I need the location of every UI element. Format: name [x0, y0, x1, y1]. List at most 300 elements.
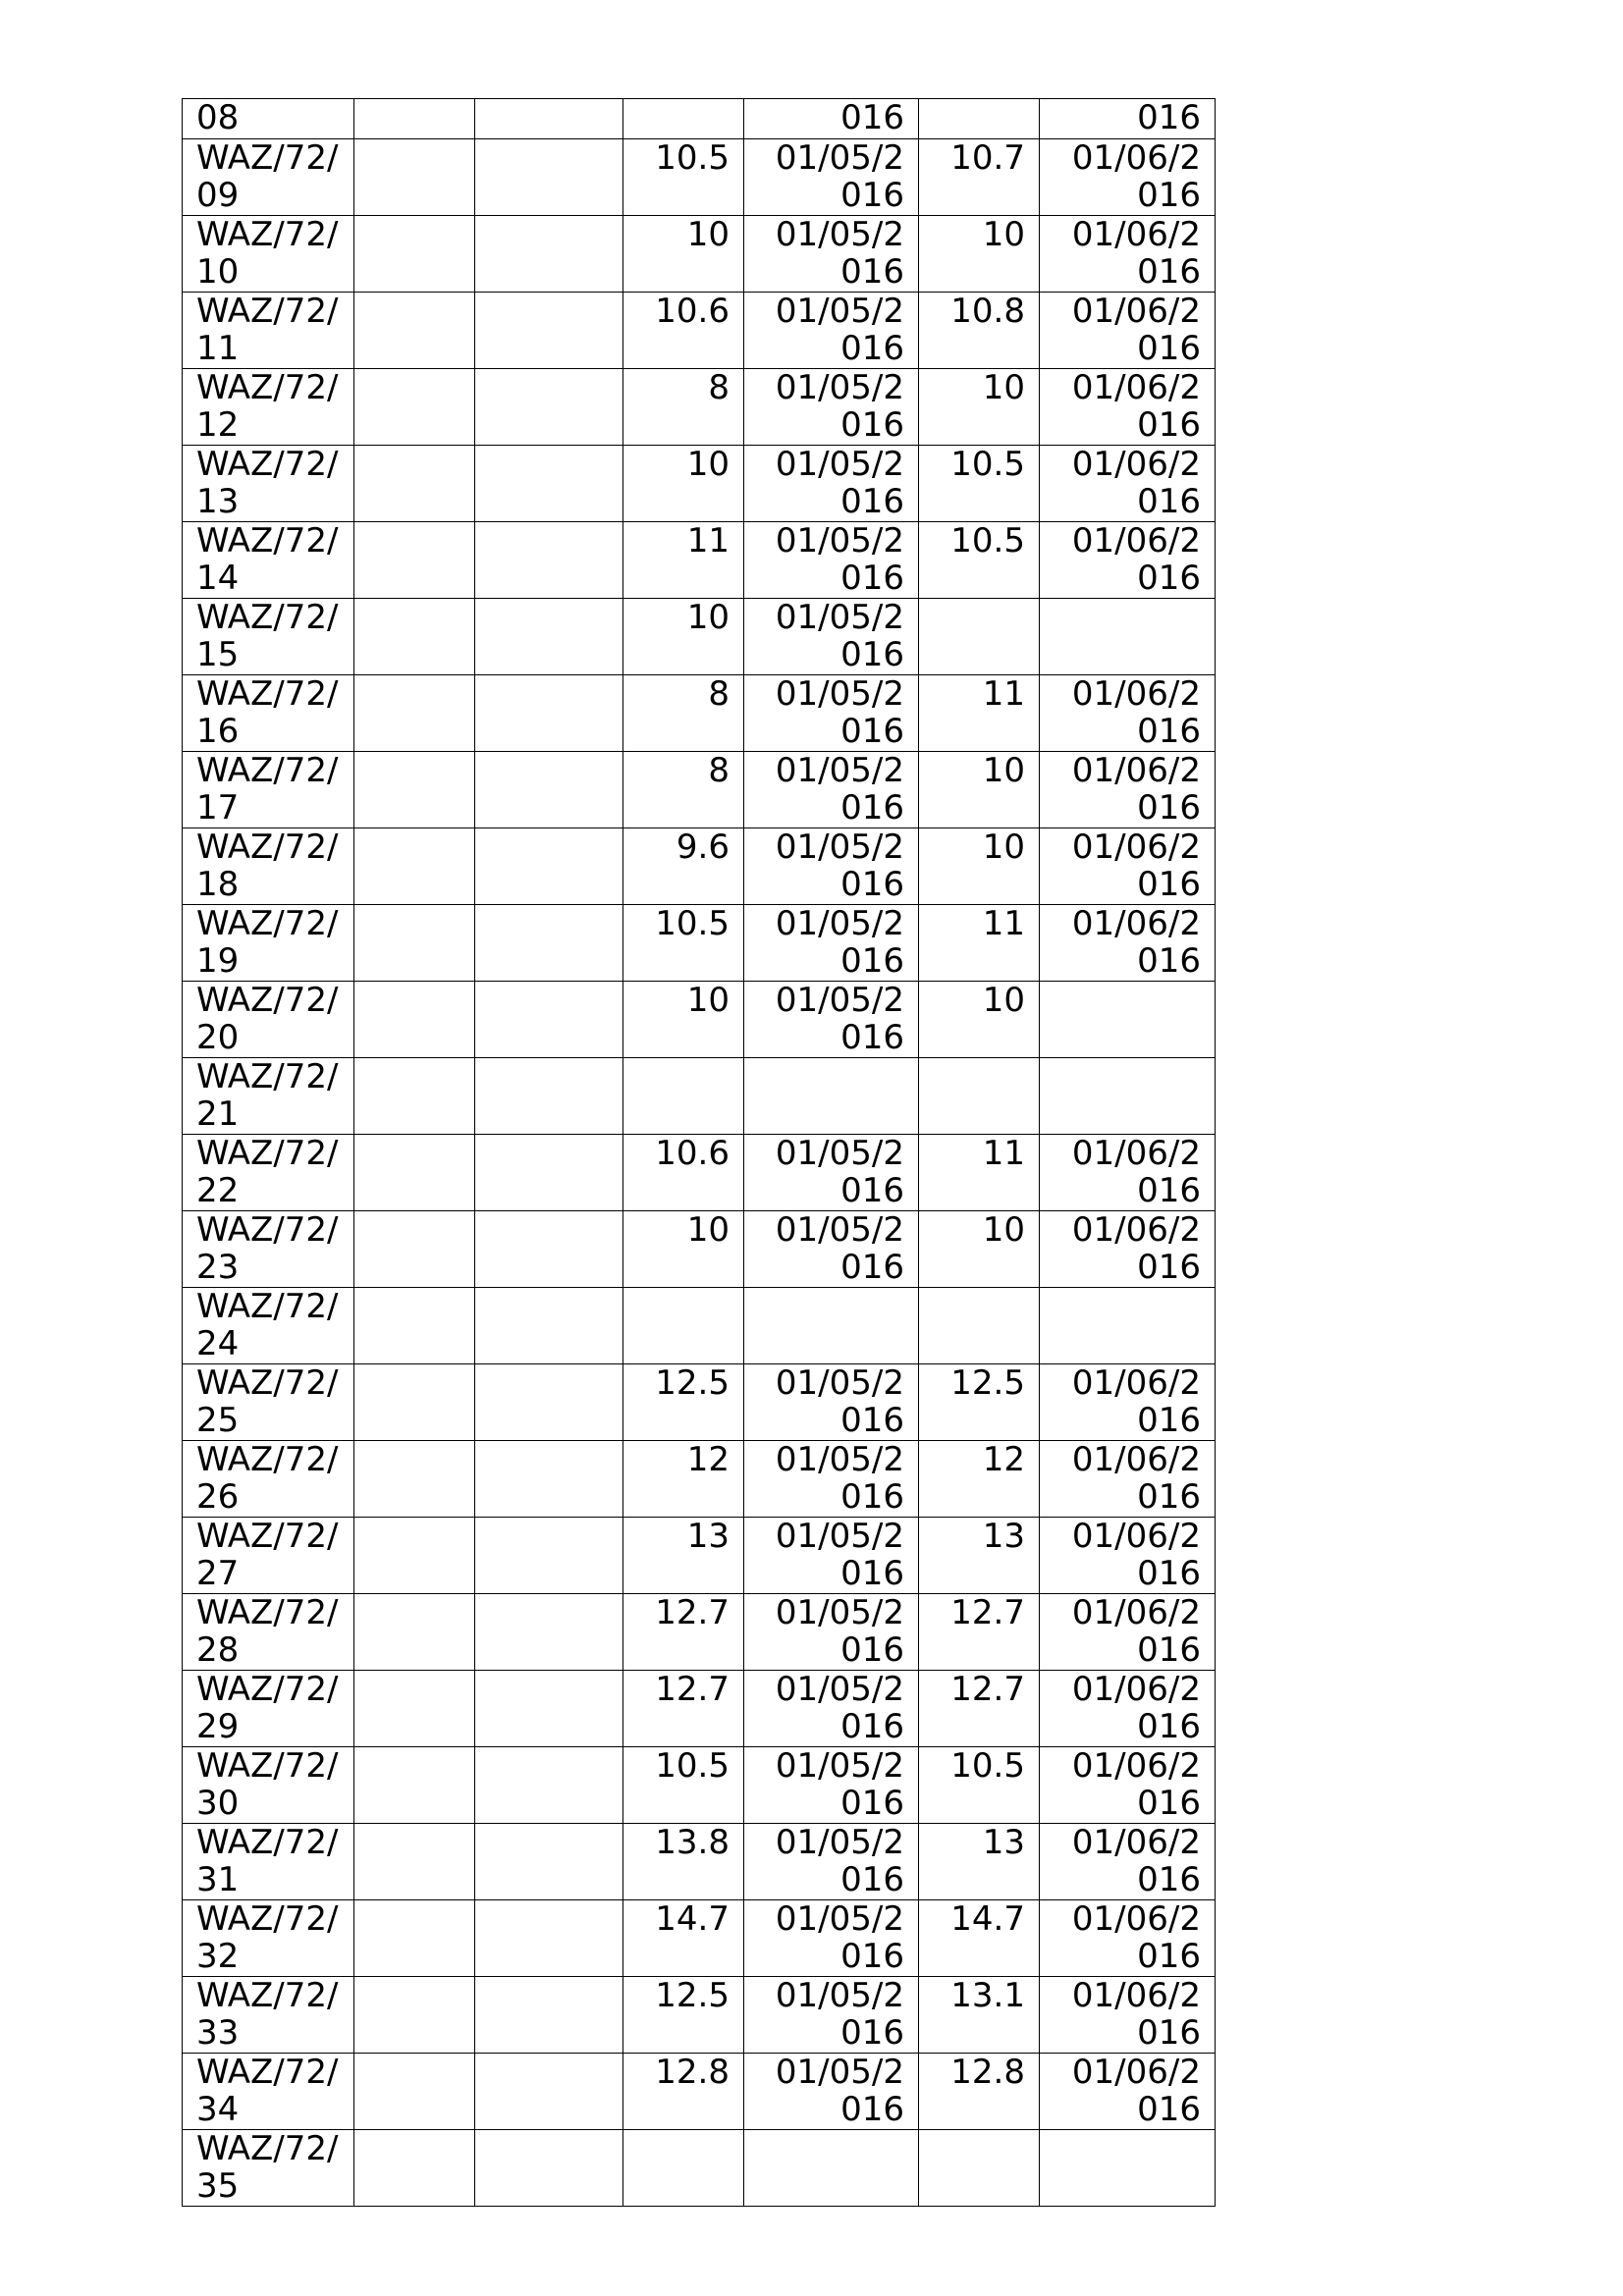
date-1-cell [744, 139, 919, 216]
value-1-cell: 10.6 [623, 293, 744, 369]
id-cell [183, 446, 354, 522]
id-line: WAZ/72/ [196, 1287, 339, 1326]
date-1-cell [744, 446, 919, 522]
table-row [183, 828, 1216, 905]
date-1-cell [744, 99, 919, 139]
blank-cell-2 [475, 216, 623, 293]
value-2-cell [919, 99, 1040, 139]
blank-cell-1 [354, 1441, 475, 1518]
id-line: WAZ/72/ [196, 598, 339, 637]
blank-cell-2 [475, 905, 623, 982]
value-2-cell: 10 [919, 828, 1040, 905]
date-1-line: 01/05/2 [775, 904, 904, 943]
blank-cell-1 [354, 522, 475, 599]
id-cell [183, 1518, 354, 1594]
blank-cell-1 [354, 599, 475, 675]
table-body [183, 99, 1216, 2207]
date-1-cell [744, 1518, 919, 1594]
blank-cell-1 [354, 982, 475, 1058]
date-2-line: 016 [1137, 1937, 1201, 1976]
date-1-cell [744, 1900, 919, 1977]
value-2-cell: 10.5 [919, 522, 1040, 599]
value-2-cell: 13 [919, 1824, 1040, 1900]
table-row [183, 1135, 1216, 1211]
date-1-line: 016 [840, 1784, 904, 1823]
date-1-line: 016 [840, 941, 904, 981]
table-row [183, 1058, 1216, 1135]
id-line: WAZ/72/ [196, 828, 339, 867]
id-cell [183, 1671, 354, 1747]
date-2-line: 016 [1137, 941, 1201, 981]
id-line: 24 [196, 1324, 240, 1363]
id-cell [183, 139, 354, 216]
date-1-line: 016 [840, 1554, 904, 1593]
date-1-line: 01/05/2 [775, 751, 904, 790]
date-1-line: 016 [840, 329, 904, 368]
table-row [183, 1747, 1216, 1824]
data-table [182, 98, 1216, 2207]
date-2-cell [1040, 1364, 1216, 1441]
blank-cell-1 [354, 369, 475, 446]
blank-cell-1 [354, 139, 475, 216]
blank-cell-1 [354, 1518, 475, 1594]
blank-cell-1 [354, 446, 475, 522]
date-2-line: 016 [1137, 1707, 1201, 1746]
id-line: WAZ/72/ [196, 674, 339, 714]
date-1-line: 016 [840, 1477, 904, 1517]
blank-cell-1 [354, 905, 475, 982]
date-1-line: 01/05/2 [775, 215, 904, 254]
value-1-cell: 11 [623, 522, 744, 599]
date-1-line: 016 [840, 1018, 904, 1057]
date-2-cell [1040, 369, 1216, 446]
date-1-line: 01/05/2 [775, 1440, 904, 1479]
date-2-cell [1040, 1135, 1216, 1211]
blank-cell-2 [475, 369, 623, 446]
date-1-line: 016 [840, 1171, 904, 1210]
id-line: WAZ/72/ [196, 138, 339, 178]
date-1-line: 01/05/2 [775, 981, 904, 1020]
id-cell [183, 2130, 354, 2207]
date-2-line: 016 [1137, 1171, 1201, 1210]
date-2-cell [1040, 1058, 1216, 1135]
id-line: WAZ/72/ [196, 1976, 339, 2015]
date-1-line: 016 [840, 176, 904, 215]
date-1-cell [744, 1977, 919, 2054]
blank-cell-2 [475, 752, 623, 828]
date-2-line: 01/06/2 [1071, 138, 1201, 178]
date-1-line: 016 [840, 2090, 904, 2129]
date-1-cell [744, 293, 919, 369]
blank-cell-1 [354, 1594, 475, 1671]
value-1-cell: 14.7 [623, 1900, 744, 1977]
id-line: 17 [196, 788, 240, 828]
date-2-cell [1040, 1518, 1216, 1594]
id-cell [183, 675, 354, 752]
table-row [183, 446, 1216, 522]
date-2-cell [1040, 1977, 1216, 2054]
blank-cell-2 [475, 982, 623, 1058]
blank-cell-2 [475, 599, 623, 675]
blank-cell-1 [354, 1058, 475, 1135]
value-1-cell: 12.8 [623, 2054, 744, 2130]
date-1-line: 016 [840, 865, 904, 904]
table-row [183, 369, 1216, 446]
date-2-line: 016 [1137, 2013, 1201, 2053]
date-1-line: 01/05/2 [775, 521, 904, 561]
value-1-cell: 10 [623, 1211, 744, 1288]
blank-cell-2 [475, 1518, 623, 1594]
blank-cell-1 [354, 2130, 475, 2207]
id-cell [183, 216, 354, 293]
table-row [183, 1441, 1216, 1518]
table-row [183, 216, 1216, 293]
id-cell [183, 522, 354, 599]
date-2-line: 016 [1137, 1630, 1201, 1670]
date-2-cell [1040, 293, 1216, 369]
date-1-line: 01/05/2 [775, 1746, 904, 1786]
id-line: 22 [196, 1171, 240, 1210]
value-1-cell: 10.5 [623, 905, 744, 982]
date-1-cell [744, 2054, 919, 2130]
id-cell [183, 1977, 354, 2054]
date-1-line: 016 [840, 1860, 904, 1899]
date-2-line: 016 [1137, 712, 1201, 751]
blank-cell-2 [475, 1747, 623, 1824]
blank-cell-2 [475, 1364, 623, 1441]
blank-cell-1 [354, 1900, 475, 1977]
date-2-cell [1040, 1288, 1216, 1364]
value-1-cell [623, 1058, 744, 1135]
id-line: WAZ/72/ [196, 1134, 339, 1173]
id-line: 08 [196, 98, 240, 137]
date-2-cell [1040, 1824, 1216, 1900]
date-1-cell [744, 2130, 919, 2207]
date-1-cell [744, 522, 919, 599]
date-1-line: 016 [840, 482, 904, 521]
date-2-cell [1040, 1594, 1216, 1671]
date-2-cell [1040, 2054, 1216, 2130]
id-cell [183, 1364, 354, 1441]
table-row [183, 1211, 1216, 1288]
date-2-line: 01/06/2 [1071, 828, 1201, 867]
blank-cell-1 [354, 99, 475, 139]
date-2-line: 01/06/2 [1071, 1899, 1201, 1939]
table-row [183, 982, 1216, 1058]
date-1-line: 01/05/2 [775, 598, 904, 637]
date-2-line: 016 [1137, 329, 1201, 368]
date-1-cell [744, 675, 919, 752]
date-2-line: 016 [1137, 98, 1201, 137]
date-1-line: 01/05/2 [775, 1210, 904, 1250]
value-2-cell [919, 599, 1040, 675]
date-2-cell [1040, 216, 1216, 293]
id-line: 32 [196, 1937, 240, 1976]
id-line: WAZ/72/ [196, 1593, 339, 1632]
date-2-line: 016 [1137, 865, 1201, 904]
value-2-cell: 10 [919, 1211, 1040, 1288]
value-2-cell [919, 1058, 1040, 1135]
id-line: WAZ/72/ [196, 2129, 339, 2168]
date-1-line: 016 [840, 98, 904, 137]
date-2-cell [1040, 139, 1216, 216]
id-line: 34 [196, 2090, 240, 2129]
date-2-cell [1040, 1900, 1216, 1977]
date-1-line: 01/05/2 [775, 1899, 904, 1939]
value-1-cell: 12.5 [623, 1977, 744, 2054]
table-row [183, 1288, 1216, 1364]
date-1-line: 01/05/2 [775, 2053, 904, 2092]
value-2-cell: 10.7 [919, 139, 1040, 216]
blank-cell-1 [354, 1211, 475, 1288]
date-1-line: 016 [840, 1401, 904, 1440]
date-1-cell [744, 1594, 919, 1671]
date-1-line: 01/05/2 [775, 828, 904, 867]
value-1-cell: 8 [623, 752, 744, 828]
id-line: WAZ/72/ [196, 2053, 339, 2092]
value-2-cell: 10 [919, 216, 1040, 293]
value-2-cell: 11 [919, 675, 1040, 752]
table-row [183, 293, 1216, 369]
blank-cell-2 [475, 522, 623, 599]
id-cell [183, 1058, 354, 1135]
date-2-line: 01/06/2 [1071, 1363, 1201, 1403]
value-1-cell: 13 [623, 1518, 744, 1594]
date-1-line: 01/05/2 [775, 1134, 904, 1173]
value-2-cell: 13.1 [919, 1977, 1040, 2054]
value-2-cell: 10 [919, 752, 1040, 828]
date-1-cell [744, 752, 919, 828]
table-row [183, 1900, 1216, 1977]
value-1-cell: 10.6 [623, 1135, 744, 1211]
date-2-line: 01/06/2 [1071, 2053, 1201, 2092]
date-1-line: 016 [840, 1707, 904, 1746]
table-row [183, 139, 1216, 216]
date-1-line: 01/05/2 [775, 1670, 904, 1709]
date-1-cell [744, 1288, 919, 1364]
id-cell [183, 369, 354, 446]
id-cell [183, 1441, 354, 1518]
table-row [183, 1518, 1216, 1594]
table-row [183, 522, 1216, 599]
id-line: 23 [196, 1248, 240, 1287]
value-1-cell: 8 [623, 675, 744, 752]
value-1-cell: 10.5 [623, 139, 744, 216]
date-2-cell [1040, 1747, 1216, 1824]
table-row [183, 1977, 1216, 2054]
date-2-cell [1040, 675, 1216, 752]
date-1-line: 016 [840, 1630, 904, 1670]
date-2-line: 01/06/2 [1071, 292, 1201, 331]
blank-cell-2 [475, 446, 623, 522]
value-2-cell [919, 2130, 1040, 2207]
date-1-line: 016 [840, 559, 904, 598]
blank-cell-2 [475, 1594, 623, 1671]
blank-cell-2 [475, 828, 623, 905]
id-line: 12 [196, 405, 240, 445]
id-line: WAZ/72/ [196, 1057, 339, 1096]
date-1-line: 01/05/2 [775, 1823, 904, 1862]
blank-cell-2 [475, 1288, 623, 1364]
blank-cell-1 [354, 828, 475, 905]
value-1-cell [623, 2130, 744, 2207]
value-1-cell: 10 [623, 446, 744, 522]
date-1-line: 01/05/2 [775, 1363, 904, 1403]
date-2-cell [1040, 446, 1216, 522]
date-2-cell [1040, 905, 1216, 982]
id-line: WAZ/72/ [196, 215, 339, 254]
date-2-cell [1040, 99, 1216, 139]
date-2-line: 016 [1137, 252, 1201, 292]
blank-cell-2 [475, 1900, 623, 1977]
table-row [183, 675, 1216, 752]
date-2-line: 01/06/2 [1071, 1440, 1201, 1479]
table-row [183, 1364, 1216, 1441]
value-2-cell: 10.5 [919, 1747, 1040, 1824]
id-line: 27 [196, 1554, 240, 1593]
id-cell [183, 1288, 354, 1364]
value-1-cell: 10.5 [623, 1747, 744, 1824]
value-2-cell: 14.7 [919, 1900, 1040, 1977]
blank-cell-1 [354, 752, 475, 828]
id-cell [183, 99, 354, 139]
date-2-cell [1040, 1441, 1216, 1518]
id-cell [183, 1211, 354, 1288]
date-1-cell [744, 1364, 919, 1441]
date-2-line: 01/06/2 [1071, 215, 1201, 254]
date-1-line: 016 [840, 252, 904, 292]
date-2-line: 01/06/2 [1071, 1134, 1201, 1173]
id-line: 31 [196, 1860, 240, 1899]
date-2-line: 01/06/2 [1071, 1670, 1201, 1709]
date-2-line: 01/06/2 [1071, 1746, 1201, 1786]
value-2-cell [919, 1288, 1040, 1364]
id-line: 30 [196, 1784, 240, 1823]
blank-cell-1 [354, 293, 475, 369]
date-1-line: 016 [840, 635, 904, 674]
id-cell [183, 293, 354, 369]
blank-cell-1 [354, 1135, 475, 1211]
date-1-line: 016 [840, 2013, 904, 2053]
value-1-cell: 10 [623, 982, 744, 1058]
blank-cell-1 [354, 1671, 475, 1747]
date-1-cell [744, 1671, 919, 1747]
value-1-cell: 12 [623, 1441, 744, 1518]
date-2-line: 01/06/2 [1071, 368, 1201, 407]
date-1-cell [744, 1441, 919, 1518]
date-2-line: 01/06/2 [1071, 904, 1201, 943]
id-cell [183, 1594, 354, 1671]
date-1-line: 01/05/2 [775, 368, 904, 407]
id-line: WAZ/72/ [196, 904, 339, 943]
date-2-line: 016 [1137, 1401, 1201, 1440]
id-line: 13 [196, 482, 240, 521]
date-2-cell [1040, 752, 1216, 828]
id-line: WAZ/72/ [196, 1363, 339, 1403]
date-2-line: 01/06/2 [1071, 751, 1201, 790]
value-1-cell: 9.6 [623, 828, 744, 905]
id-cell [183, 1900, 354, 1977]
date-2-line: 01/06/2 [1071, 1593, 1201, 1632]
value-2-cell: 11 [919, 905, 1040, 982]
id-line: WAZ/72/ [196, 981, 339, 1020]
date-1-cell [744, 1135, 919, 1211]
table-row [183, 2130, 1216, 2207]
date-1-cell [744, 905, 919, 982]
date-2-cell [1040, 2130, 1216, 2207]
value-1-cell: 12.7 [623, 1671, 744, 1747]
value-1-cell: 12.5 [623, 1364, 744, 1441]
date-2-cell [1040, 522, 1216, 599]
id-line: WAZ/72/ [196, 1440, 339, 1479]
id-line: WAZ/72/ [196, 1746, 339, 1786]
date-2-cell [1040, 1211, 1216, 1288]
date-2-line: 016 [1137, 482, 1201, 521]
date-2-line: 016 [1137, 1477, 1201, 1517]
blank-cell-2 [475, 675, 623, 752]
blank-cell-2 [475, 2054, 623, 2130]
table-row [183, 99, 1216, 139]
date-2-line: 01/06/2 [1071, 1210, 1201, 1250]
value-2-cell: 12 [919, 1441, 1040, 1518]
date-2-cell [1040, 982, 1216, 1058]
id-cell [183, 1747, 354, 1824]
date-2-line: 01/06/2 [1071, 1517, 1201, 1556]
blank-cell-2 [475, 1135, 623, 1211]
id-line: 10 [196, 252, 240, 292]
id-line: 19 [196, 941, 240, 981]
date-2-line: 016 [1137, 1248, 1201, 1287]
date-2-line: 016 [1137, 1554, 1201, 1593]
value-2-cell: 12.7 [919, 1671, 1040, 1747]
date-2-cell [1040, 828, 1216, 905]
date-1-cell [744, 828, 919, 905]
value-1-cell [623, 99, 744, 139]
date-1-line: 01/05/2 [775, 1593, 904, 1632]
table-row [183, 905, 1216, 982]
blank-cell-1 [354, 1747, 475, 1824]
id-cell [183, 982, 354, 1058]
id-line: WAZ/72/ [196, 1517, 339, 1556]
blank-cell-1 [354, 216, 475, 293]
value-1-cell: 10 [623, 599, 744, 675]
blank-cell-2 [475, 1824, 623, 1900]
id-line: WAZ/72/ [196, 368, 339, 407]
table-row [183, 2054, 1216, 2130]
date-2-line: 01/06/2 [1071, 1823, 1201, 1862]
blank-cell-2 [475, 293, 623, 369]
blank-cell-1 [354, 675, 475, 752]
date-1-cell [744, 1824, 919, 1900]
date-2-line: 01/06/2 [1071, 521, 1201, 561]
date-2-line: 01/06/2 [1071, 674, 1201, 714]
id-cell [183, 752, 354, 828]
id-line: 09 [196, 176, 240, 215]
blank-cell-2 [475, 2130, 623, 2207]
date-1-line: 016 [840, 1937, 904, 1976]
date-2-line: 016 [1137, 788, 1201, 828]
id-cell [183, 828, 354, 905]
id-line: 21 [196, 1095, 240, 1134]
table-row [183, 752, 1216, 828]
id-line: 33 [196, 2013, 240, 2053]
id-line: WAZ/72/ [196, 751, 339, 790]
id-line: WAZ/72/ [196, 292, 339, 331]
id-line: 16 [196, 712, 240, 751]
id-line: WAZ/72/ [196, 1670, 339, 1709]
id-cell [183, 1824, 354, 1900]
date-1-cell [744, 982, 919, 1058]
